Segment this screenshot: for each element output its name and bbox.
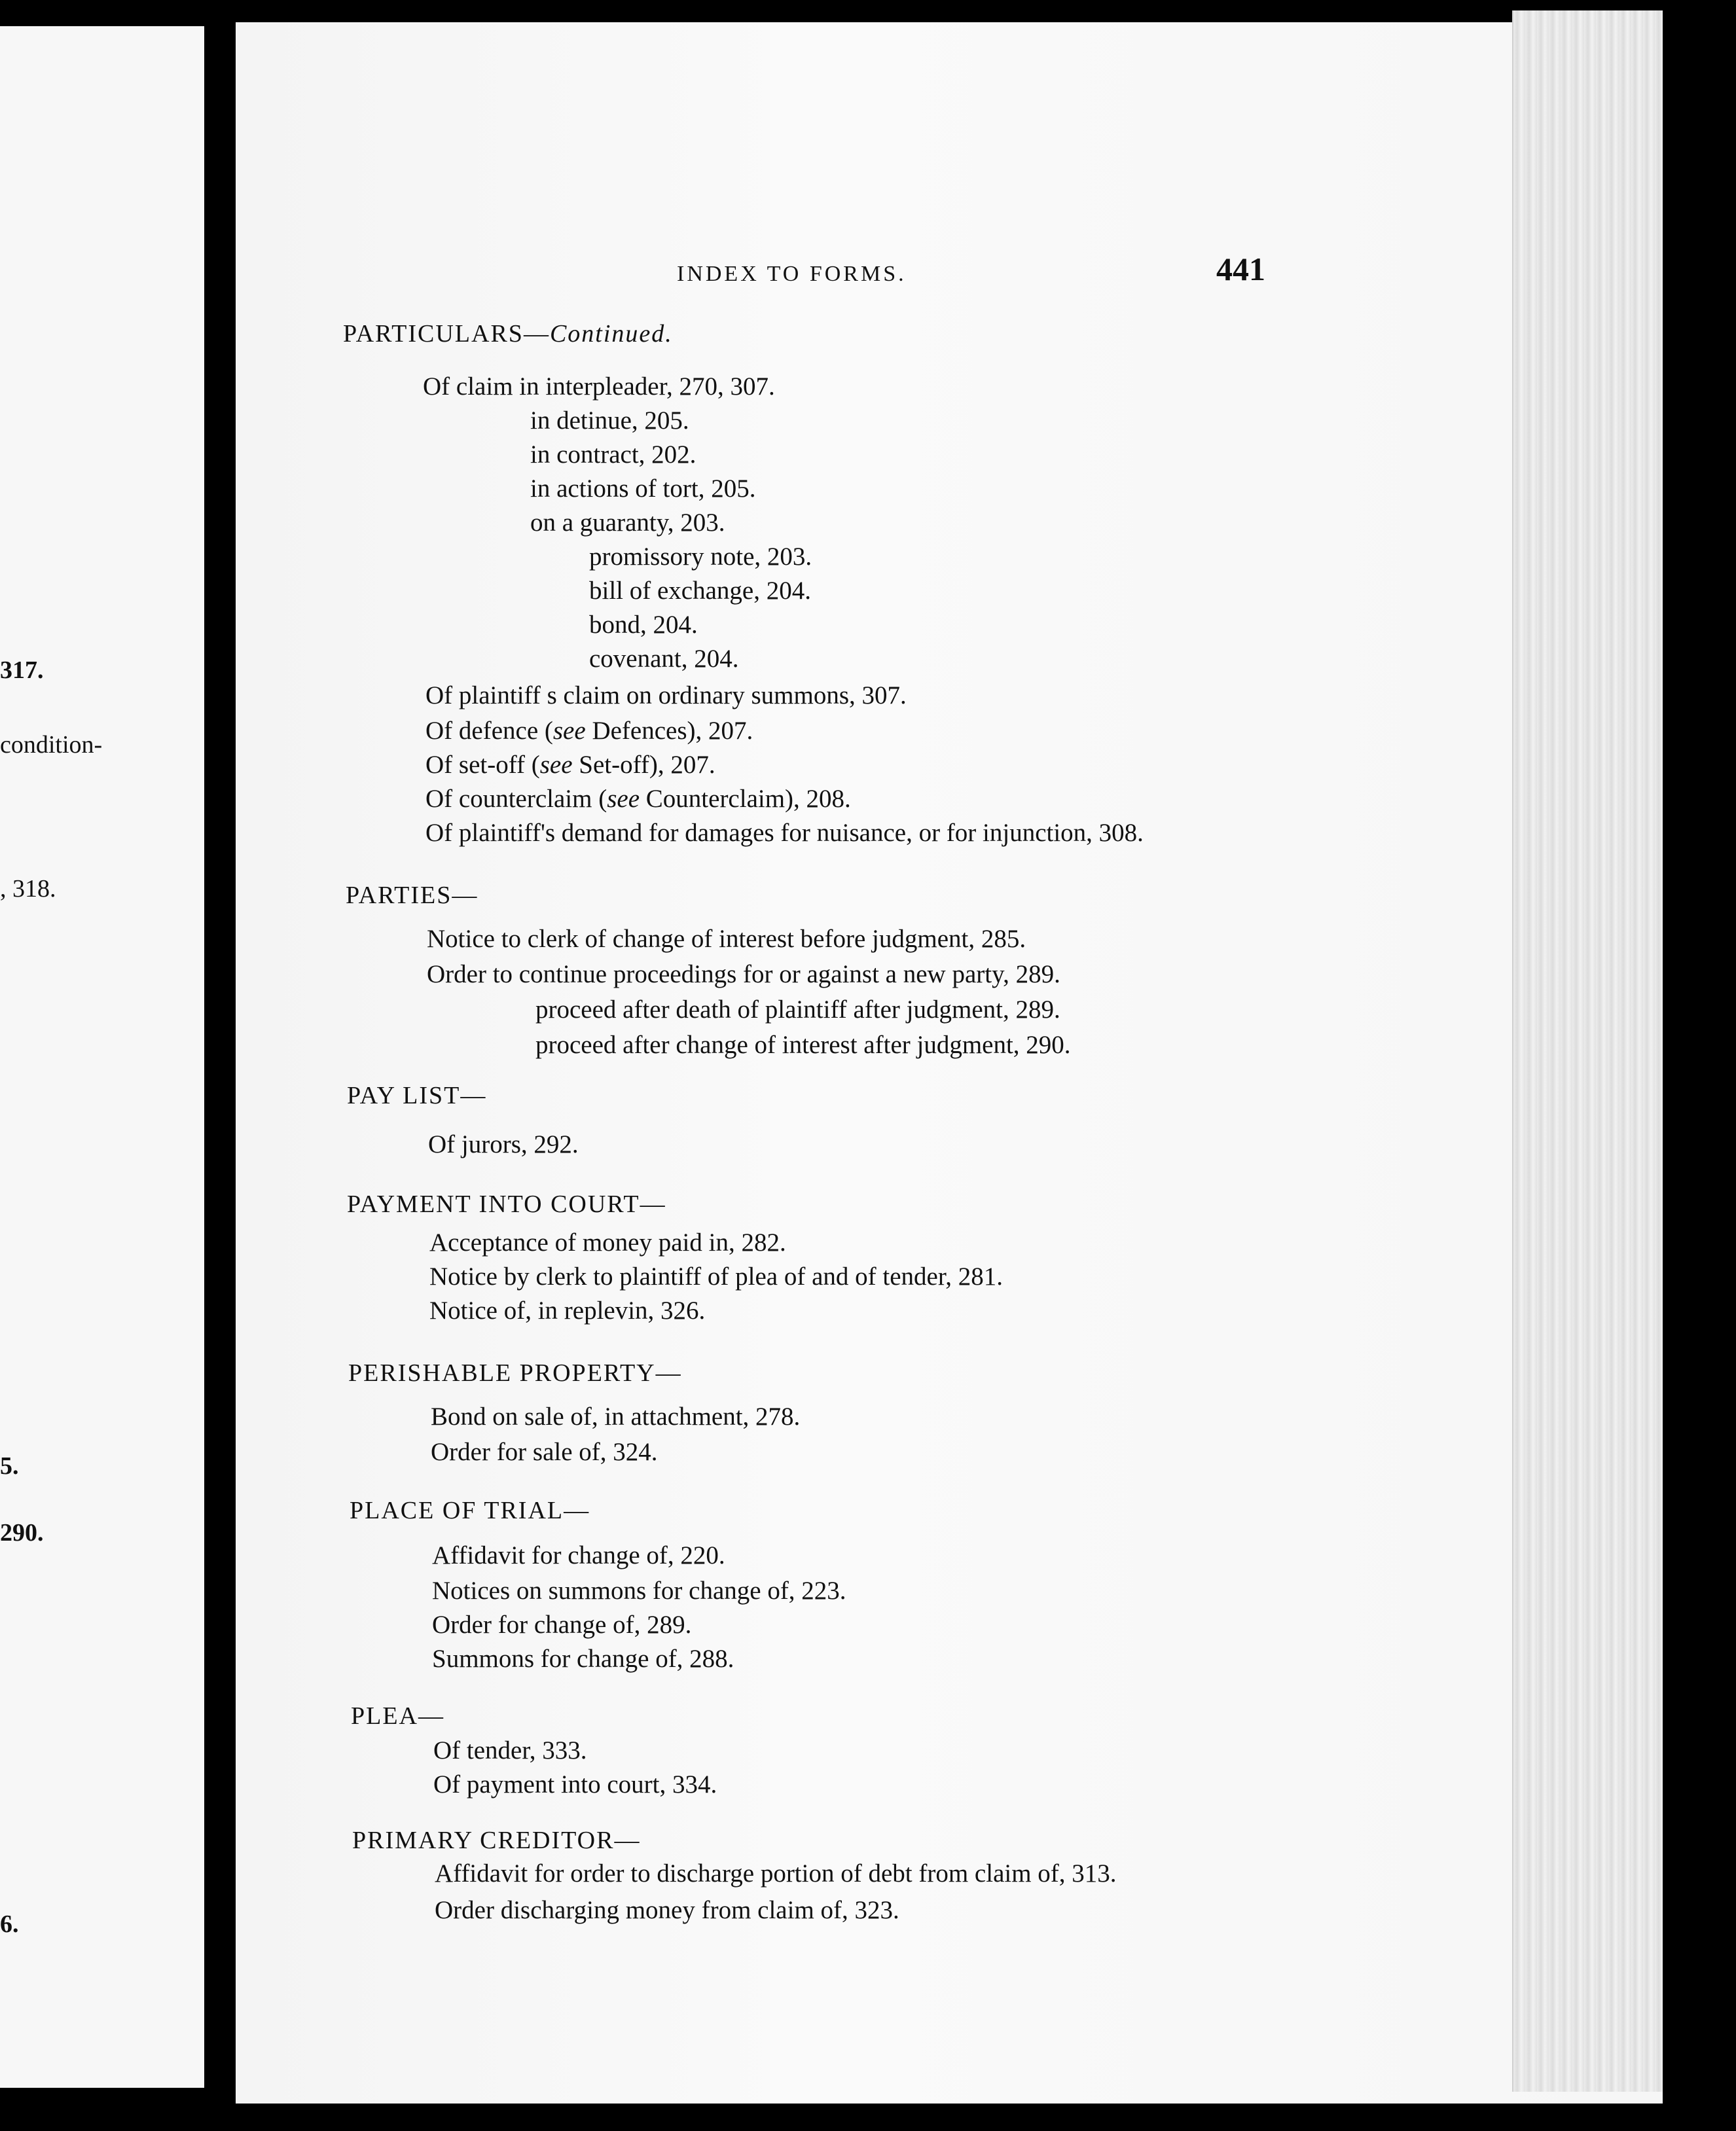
- heading-continued: Continued.: [549, 320, 673, 348]
- left-page-fragment: 5.: [0, 1452, 19, 1480]
- index-entry: Notice by clerk to plaintiff of plea of and of tender, 281.: [429, 1262, 1004, 1291]
- section-heading: [343, 319, 673, 348]
- index-entry: Of plaintiff s claim on ordinary summons, 307.: [425, 681, 907, 709]
- running-head: INDEX TO FORMS.: [677, 262, 907, 286]
- index-entry: covenant, 204.: [589, 645, 739, 673]
- index-entry: bill of exchange, 204.: [589, 577, 811, 605]
- book-gutter: [204, 0, 236, 2131]
- index-entry: Acceptance of money paid in, 282.: [429, 1228, 786, 1257]
- heading-text: PARTICULARS—: [343, 320, 550, 348]
- section-heading: PAY LIST—: [347, 1082, 487, 1109]
- index-entry: Of payment into court, 334.: [433, 1770, 717, 1799]
- index-entry: in detinue, 205.: [530, 406, 689, 435]
- index-entry: proceed after change of interest after judgment, 290.: [535, 1031, 1071, 1059]
- index-entry: Order discharging money from claim of, 323.: [435, 1896, 899, 1924]
- index-entry: Order for sale of, 324.: [431, 1438, 658, 1466]
- section-heading: PRIMARY CREDITOR—: [352, 1827, 641, 1854]
- index-entry: proceed after death of plaintiff after judgment, 289.: [535, 995, 1060, 1024]
- section-heading: PLACE OF TRIAL—: [350, 1497, 590, 1524]
- index-entry: in actions of tort, 205.: [530, 475, 756, 503]
- left-facing-page: [0, 26, 204, 2088]
- left-page-fragment: 6.: [0, 1910, 19, 1938]
- page-number: 441: [1216, 251, 1265, 287]
- index-entry: Notices on summons for change of, 223.: [432, 1577, 846, 1605]
- index-entry: on a guaranty, 203.: [530, 509, 725, 537]
- index-entry: Order for change of, 289.: [432, 1611, 692, 1639]
- index-entry: Notice to clerk of change of interest before judgment, 285.: [427, 925, 1026, 953]
- index-entry: Of plaintiff's demand for damages for nuisance, or for injunction, 308.: [425, 819, 1144, 847]
- index-entry: Of jurors, 292.: [428, 1130, 579, 1158]
- index-entry: Of counterclaim (see Counterclaim), 208.: [425, 785, 851, 813]
- left-page-fragment: 317.: [0, 656, 44, 684]
- index-entry: Of claim in interpleader, 270, 307.: [423, 372, 775, 401]
- index-entry: Bond on sale of, in attachment, 278.: [431, 1403, 801, 1431]
- index-entry: Summons for change of, 288.: [432, 1645, 734, 1673]
- index-entry: Of defence (see Defences), 207.: [425, 717, 753, 745]
- left-page-fragment: condition-: [0, 731, 103, 759]
- index-entry: bond, 204.: [589, 611, 698, 639]
- page-edges: [1512, 10, 1664, 2092]
- section-heading: PAYMENT INTO COURT—: [347, 1191, 666, 1218]
- section-heading: PERISHABLE PROPERTY—: [348, 1359, 682, 1387]
- index-entry: Of tender, 333.: [433, 1736, 587, 1764]
- scan-border: [1663, 0, 1736, 2131]
- index-entry: Notice of, in replevin, 326.: [429, 1297, 706, 1325]
- index-entry: Order to continue proceedings for or against a new party, 289.: [427, 960, 1060, 988]
- left-page-fragment: 290.: [0, 1519, 44, 1547]
- index-entry: promissory note, 203.: [589, 543, 812, 571]
- index-entry: Affidavit for order to discharge portion of debt from claim of, 313.: [435, 1859, 1117, 1888]
- index-entry: in contract, 202.: [530, 440, 696, 469]
- section-heading: PLEA—: [351, 1702, 444, 1730]
- left-page-fragment: , 318.: [0, 875, 56, 903]
- section-heading: PARTIES—: [346, 882, 479, 909]
- index-entry: Of set-off (see Set-off), 207.: [425, 751, 715, 779]
- index-entry: Affidavit for change of, 220.: [432, 1541, 725, 1569]
